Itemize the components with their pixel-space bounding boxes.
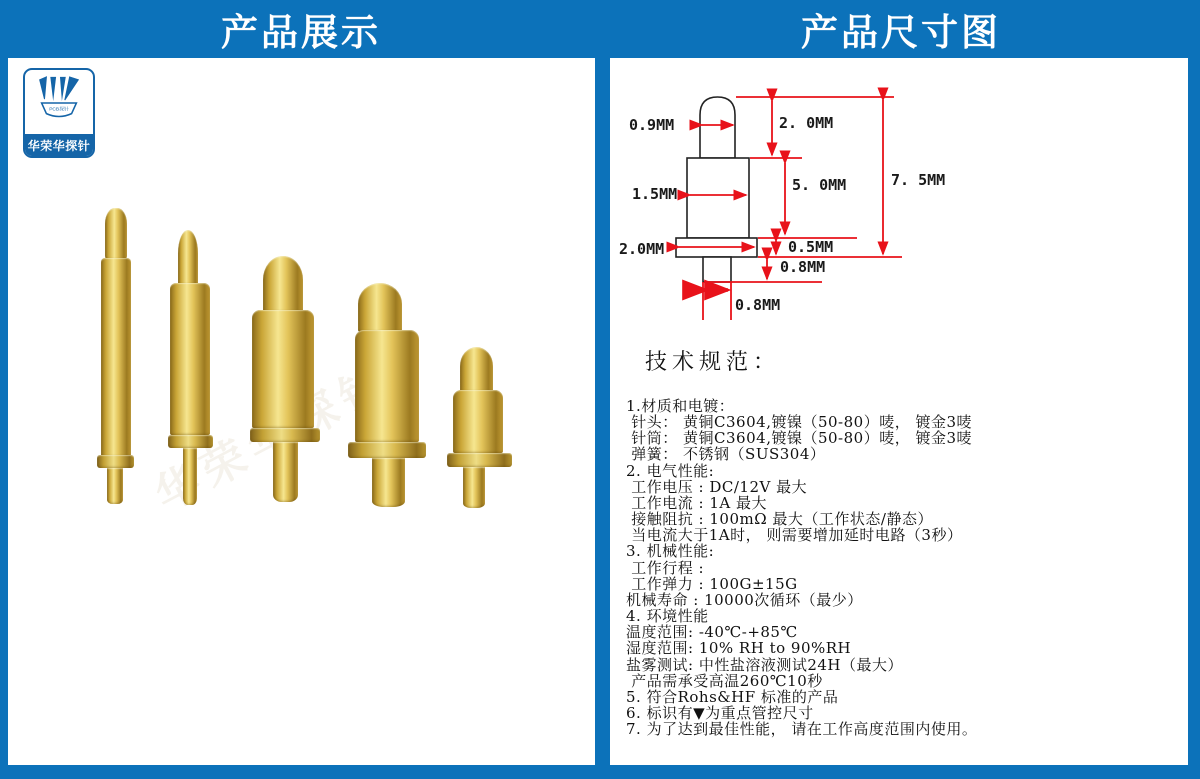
spec-line: 机械寿命 : 10000次循环（最少） <box>626 590 863 609</box>
spec-line: 2. 电气性能: <box>626 461 715 480</box>
spec-line: 弹簧： 不锈钢（SUS304） <box>626 445 826 464</box>
spec-line: 工作弹力 : 100G±15G <box>626 574 798 593</box>
spec-line: 工作电流 : 1A 最大 <box>626 493 768 512</box>
dim-barrel-diameter: 1.5MM <box>632 185 678 203</box>
spec-line: 工作行程 : <box>626 558 705 577</box>
spec-line: 产品需承受高温260℃10秒 <box>626 671 823 690</box>
dim-tip-height: 2. 0MM <box>779 114 834 132</box>
left-panel-title: 产品展示 <box>221 12 381 53</box>
spec-line: 湿度范围: 10% RH to 90%RH <box>626 639 852 658</box>
dim-flange-thickness: 0.5MM <box>788 238 834 256</box>
dimension-panel <box>610 58 1188 765</box>
dim-barrel-height: 5. 0MM <box>792 176 847 194</box>
dim-tail-diameter: 0.8MM <box>735 296 781 314</box>
spec-line: 3. 机械性能: <box>626 542 715 561</box>
spec-heading: 技术规范： <box>645 350 781 375</box>
spec-line: 当电流大于1A时， 则需要增加延时电路（3秒） <box>626 526 963 545</box>
probe-crown-icon <box>25 70 93 136</box>
dim-total-height: 7. 5MM <box>891 171 946 189</box>
product-photo-panel <box>8 58 595 765</box>
spec-line: 温度范围: -40℃-+85℃ <box>626 623 798 642</box>
right-panel-title: 产品尺寸图 <box>801 12 1001 53</box>
brand-name: 华荣华探针 <box>25 134 93 156</box>
spec-line: 工作电压 : DC/12V 最大 <box>626 477 808 496</box>
spec-lines <box>626 398 1178 737</box>
spec-line: 针头： 黄铜C3604,镀镍（50-80）唛， 镀金3唛 <box>626 413 973 432</box>
logo-caption: PCB探针 <box>49 107 69 113</box>
spec-line: 针筒： 黄铜C3604,镀镍（50-80）唛， 镀金3唛 <box>626 429 973 448</box>
dim-flange-diameter: 2.0MM <box>619 240 665 258</box>
dim-tip-diameter: 0.9MM <box>629 116 675 134</box>
brand-logo <box>23 68 95 158</box>
spec-line: 6. 标识有▼为重点管控尺寸 <box>626 703 814 722</box>
spec-line: 盐雾测试: 中性盐溶液测试24H（最大） <box>626 655 903 674</box>
spec-line: 4. 环境性能 <box>626 607 709 626</box>
dim-tail-height: 0.8MM <box>780 258 826 276</box>
spec-line: 5. 符合Rohs&HF 标准的产品 <box>626 687 839 706</box>
spec-line: 7. 为了达到最佳性能， 请在工作高度范围内使用。 <box>626 720 978 739</box>
spec-line: 1.材质和电镀： <box>626 397 735 415</box>
spec-line: 接触阻抗 : 100mΩ 最大（工作状态/静态） <box>626 510 933 529</box>
